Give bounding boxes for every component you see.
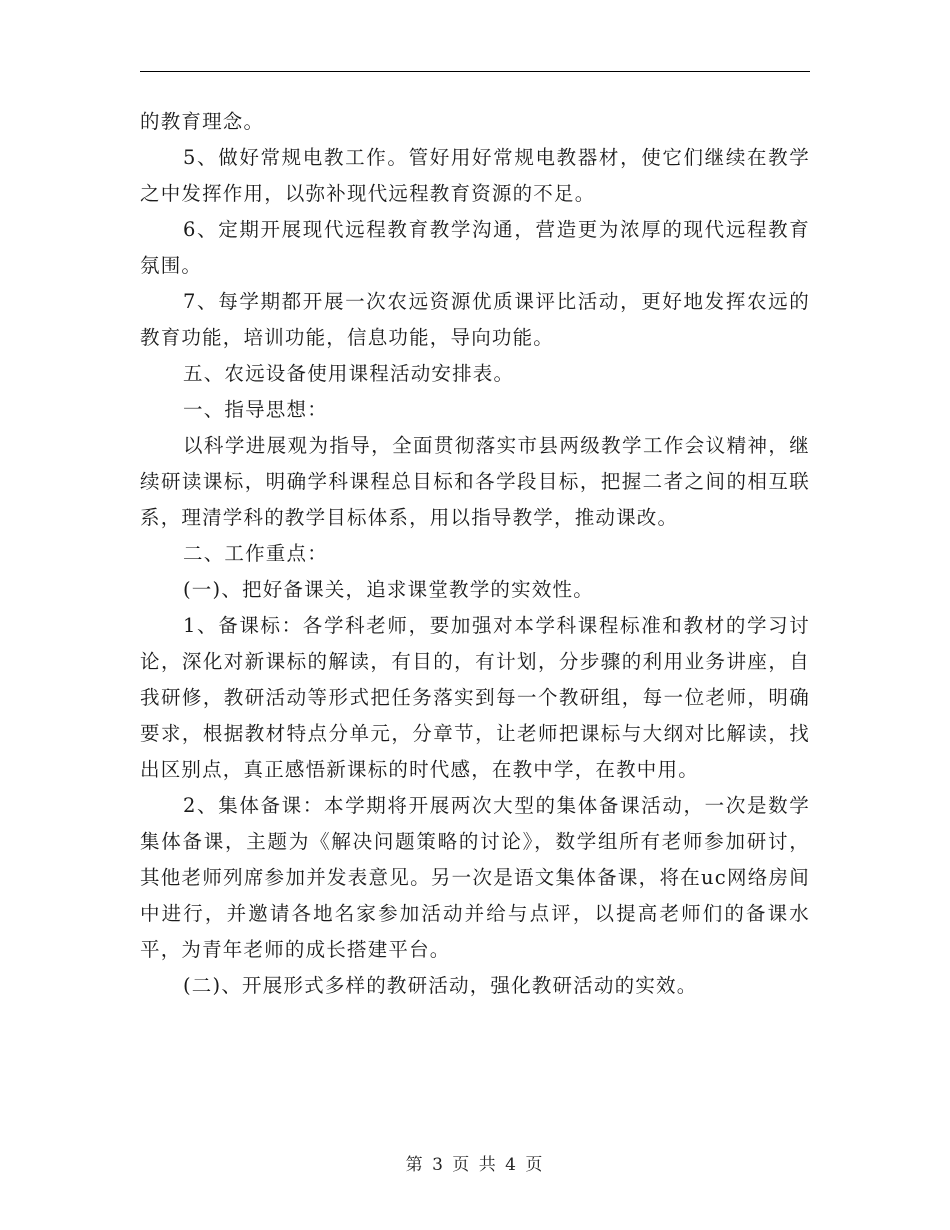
subsection-heading: (二)、开展形式多样的教研活动，强化教研活动的实效。 [183,974,698,997]
paragraph: 6、定期开展现代远程教育教学沟通，营造更为浓厚的现代远程教育氛围。 [140,218,810,277]
paragraph: 的教育理念。 [140,110,265,133]
paragraph: 7、每学期都开展一次农远资源优质课评比活动，更好地发挥农远的教育功能，培训功能，信息功能，导向功能。 [140,290,810,349]
document-body [140,104,810,1004]
paragraph: 1、备课标：各学科老师，要加强对本学科课程标准和教材的学习讨论，深化对新课标的解读，有目的，有计划，分步骤的利用业务讲座，自我研修，教研活动等形式把任务落实到每一个教研组，每一位老师，明确要求，根据教材特点分单元，分章节，让老师把课标与大纲对比解读，找出区别点，真正感悟新课标的时代感，在教中学，在教中用。 [140,614,810,781]
page-number-footer: 第 3 页 共 4 页 [405,1155,545,1175]
section-heading: 一、指导思想： [183,398,328,421]
header-rule [140,71,810,72]
paragraph: 5、做好常规电教工作。管好用好常规电教器材，使它们继续在教学之中发挥作用，以弥补现代远程教育资源的不足。 [140,146,810,205]
paragraph: 以科学进展观为指导，全面贯彻落实市县两级教学工作会议精神，继续研读课标，明确学科课程总目标和各学段目标，把握二者之间的相互联系，理清学科的教学目标体系，用以指导教学，推动课改。 [140,434,810,529]
section-heading: 二、工作重点： [183,542,328,565]
section-heading: 五、农远设备使用课程活动安排表。 [183,362,515,385]
paragraph: 2、集体备课：本学期将开展两次大型的集体备课活动，一次是数学集体备课，主题为《解决问题策略的讨论》，数学组所有老师参加研讨，其他老师列席参加并发表意见。另一次是语文集体备课，将在uc网络房间中进行，并邀请各地名家参加活动并给与点评，以提高老师们的备课水平，为青年老师的成长搭建平台。 [140,794,810,961]
subsection-heading: (一)、把好备课关，追求课堂教学的实效性。 [183,578,594,601]
